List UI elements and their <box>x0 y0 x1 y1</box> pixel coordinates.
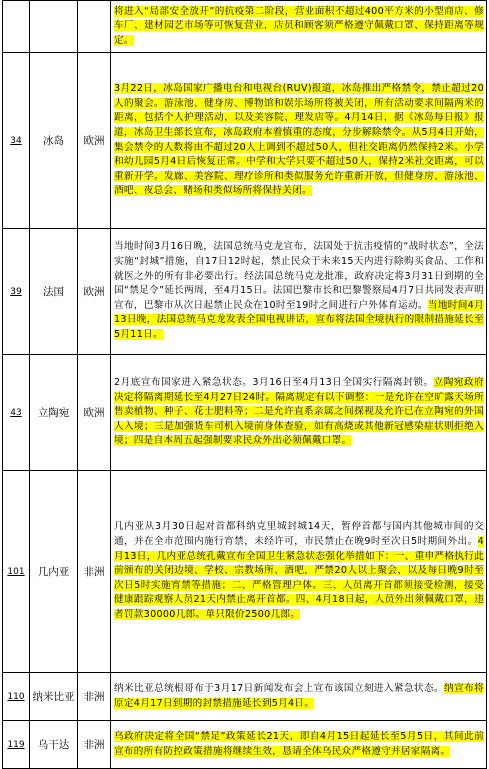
highlighted-text: 4月13日，几内亚总统孔戴宣布全国卫生紧急状态强化举措如下：一、重申严格执行此前颁布的关闭边境、学校、宗教场所、酒吧，严禁20人以上聚会，以及每日晚9时至次日5时实施宵禁等措施；二、严格管理户体。三、人员离开首都须接受检测，接受健康跟踪观察人员21天内禁止离开首都。四、4月18日起，人员外出须佩戴口罩，违者罚款30000几郎。单只限价2500几郎。 <box>114 536 484 620</box>
table-row <box>3 721 487 769</box>
row-number: 101 <box>3 471 30 673</box>
measures-text <box>111 229 487 355</box>
table-row <box>3 673 487 721</box>
table-row <box>3 1 487 53</box>
measures-text <box>111 53 487 229</box>
table-row <box>3 355 487 471</box>
country-name <box>30 1 78 53</box>
country-name: 乌干达 <box>30 721 78 769</box>
country-name: 立陶宛 <box>30 355 78 471</box>
region-name: 非洲 <box>78 721 111 769</box>
plain-text: 纳米比亚总统根哥布于3月17日新闻发布会上宣布该国立刻进入紧急状态。 <box>114 682 445 694</box>
lockdown-measures-table <box>2 0 487 769</box>
country-name: 冰岛 <box>30 53 78 229</box>
highlighted-text: 3月22日，冰岛国家广播电台和电视台(RUV)报道，冰岛推出严格禁令，禁止超过20人的聚会。游泳池、健身房、博物馆和娱乐场所将被关闭，所有活动要求间隔两米的距离，包括个人护理活动，以及美容院、理发店等。4月14日，据《冰岛每日报》报道，冰岛卫生部长宣布，冰岛政府本着慎重的态度，分步解除禁令。从5月4日开始，集会禁令的人数将由不超过20人上调到不超过50人，但社交距离仍然保持2米。小学和幼儿园5月4日后恢复正常。中学和大学只要不超过50人，保持2米社交距离，可以重新开学。发廊、美容院、理疗诊所和类似服务允许重新开放，但健身房、游泳池、酒吧、夜总会、赌场和类似场所将保持关闭。 <box>114 83 484 197</box>
measures-text <box>111 471 487 673</box>
table-body <box>3 1 487 769</box>
country-name: 几内亚 <box>30 471 78 673</box>
region-name: 非洲 <box>78 471 111 673</box>
table-row <box>3 229 487 355</box>
highlighted-text: 乌政府决定将全国“禁足”政策延长21天，即自4月15日起延长至5月5日，其间此前宣布的所有防控政策措施将继续生效，恳请全体乌民众严格遵守并居家隔离。 <box>114 730 484 757</box>
highlighted-text: 立陶宛政府决定将隔离期延长至4月27日24时。隔离规定有以下调整：一是允许在空旷露天场所售卖植物、种子、花士肥料等；二是允许直系亲属之间探视及允许已在立陶宛的外国人入境；三是加强货车司机入境前身体查验，如有高烧或其他新冠感染症状则拒绝入境；四是自本周五起强制要求民众外出必须佩戴口罩。 <box>114 377 484 447</box>
row-number: 43 <box>3 355 30 471</box>
region-name: 欧洲 <box>78 229 111 355</box>
plain-text: 当地时间3月16日晚，法国总统马克龙宣布，法国处于抗击疫情的“战时状态”，全法实施“封城”措施，自17日12时起，禁止民众于未来15天内进行除购买食品、工作和就医之外的所有非必要出行。经法国总统马克龙批准，政府决定将3月31日到期的全国“禁足令”延长两周，至4月15日。法国巴黎市长和巴黎警察局4月7日共同发表声明宣布，巴黎市从次日起禁止民众在10时至19时之间进行户外体育运动。 <box>114 241 484 311</box>
country-name: 法国 <box>30 229 78 355</box>
row-number <box>3 1 30 53</box>
region-name: 欧洲 <box>78 53 111 229</box>
highlighted-text: 当地时间4月13日晚，法国总统马克龙发表全国电视讲话，宣布将法国全境执行的限制措施延长至5月11日。 <box>114 299 484 340</box>
measures-text <box>111 673 487 721</box>
measures-text <box>111 1 487 53</box>
table-row <box>3 53 487 229</box>
row-number: 39 <box>3 229 30 355</box>
highlighted-text: 将进入“局部安全放开”的抗疫第二阶段，营业面积不超过400平方米的小型商店、修车厂、建材园艺市场等可恢复营业，店员和顾客须严格遵守佩戴口罩、保持距离等规定。 <box>114 5 484 46</box>
table-row <box>3 471 487 673</box>
country-name: 纳米比亚 <box>30 673 78 721</box>
measures-text <box>111 355 487 471</box>
region-name: 欧洲 <box>78 355 111 471</box>
plain-text: 几内亚从3月30日起对首都科纳克里城封城14天，暂停首都与国内其他城市间的交通，并在全市范围内施行宵禁，未经许可，市民禁止在晚9时至次日5时期间外出。 <box>114 521 484 548</box>
row-number: 119 <box>3 721 30 769</box>
highlighted-text: 纳宣布将原定4月17日到期的封禁措施延长到5月4日。 <box>114 682 484 709</box>
plain-text: 2月底宣布国家进入紧急状态。3月16日至4月13日全国实行隔离封锁。 <box>114 377 434 389</box>
region-name: 非洲 <box>78 673 111 721</box>
measures-text <box>111 721 487 769</box>
row-number: 110 <box>3 673 30 721</box>
row-number: 34 <box>3 53 30 229</box>
region-name <box>78 1 111 53</box>
